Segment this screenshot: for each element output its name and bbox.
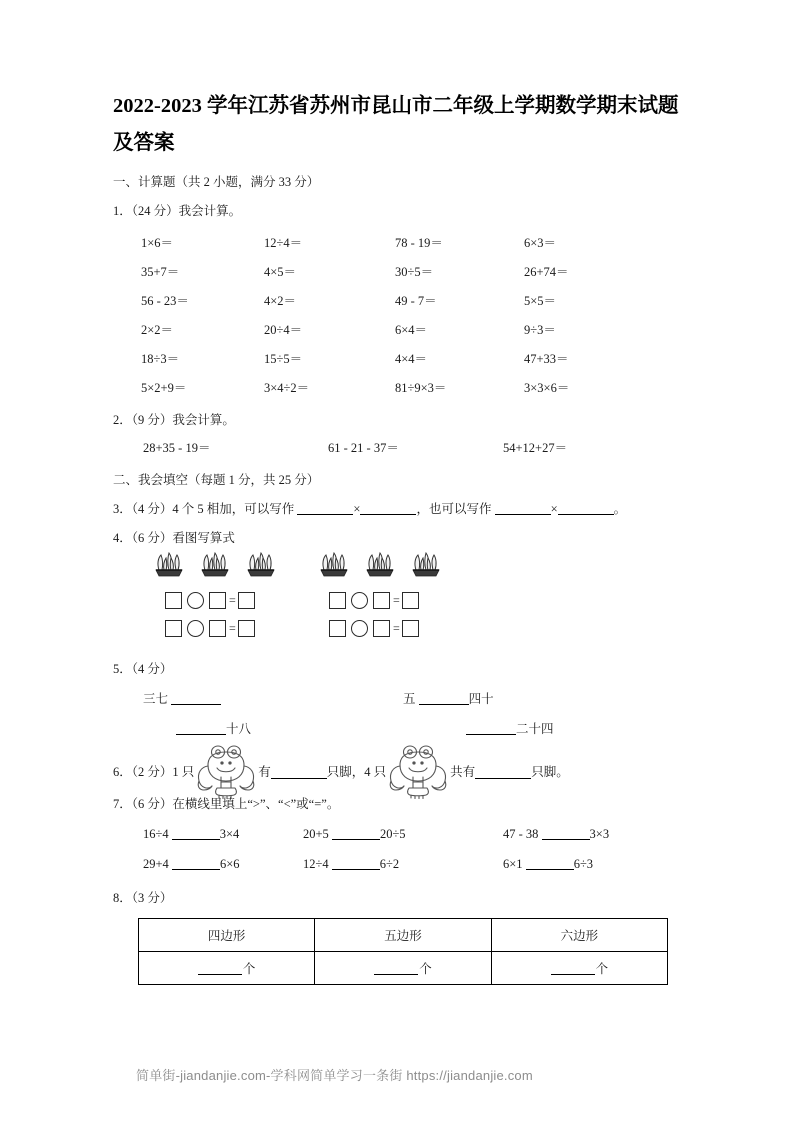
flower-basket-icon [410, 552, 442, 578]
q5-left-item [113, 719, 403, 737]
question-5-grid [113, 683, 693, 743]
answer-blank[interactable] [198, 962, 242, 975]
calc-item: 4×5＝ [264, 264, 297, 279]
answer-blank[interactable] [271, 766, 327, 779]
calc-item: 78 - 19＝ [395, 235, 443, 250]
calc-item: 12÷4＝ [264, 235, 303, 250]
answer-box[interactable] [209, 620, 226, 637]
calc-item: 30÷5＝ [395, 264, 434, 279]
question-1-grid [113, 227, 693, 401]
page-footer: 简单街-jiandanjie.com-学科网简单学习一条街 https://jiandanjie.com [136, 1068, 533, 1083]
compare-row [113, 849, 693, 879]
unit-label: 个 [242, 962, 256, 976]
answer-blank[interactable] [297, 502, 353, 515]
flower-group-left [153, 552, 291, 578]
equation-row [329, 586, 419, 614]
calc-item: 9÷3＝ [524, 322, 556, 337]
equation-boxes-left [165, 586, 255, 642]
calc-item: 20÷4＝ [264, 322, 303, 337]
calc-row [113, 256, 693, 285]
compare-left: 16÷4 [143, 826, 169, 841]
multiply-symbol: × [550, 502, 558, 516]
answer-box[interactable] [373, 592, 390, 609]
answer-blank[interactable] [466, 722, 516, 735]
compare-right: 6÷2 [379, 856, 400, 871]
table-row [139, 952, 668, 985]
question-8-label: 8．（3 分） [113, 891, 173, 905]
calc-row [113, 227, 693, 256]
question-4-figure [143, 552, 473, 650]
calc-item: 4×4＝ [395, 351, 428, 366]
compare-left: 20+5 [303, 826, 329, 841]
operator-circle[interactable] [351, 620, 368, 637]
question-2-label: 2．（9 分）我会计算。 [113, 413, 235, 427]
calc-item: 61 - 21 - 37＝ [328, 441, 399, 455]
compare-left: 12÷4 [303, 856, 329, 871]
answer-box[interactable] [329, 620, 346, 637]
answer-box[interactable] [209, 592, 226, 609]
unit-label: 个 [595, 962, 609, 976]
q5-prefix: 三七 [143, 692, 169, 706]
compare-right: 6÷3 [573, 856, 594, 871]
compare-left: 47 - 38 [503, 826, 539, 841]
frog-icon [195, 743, 257, 799]
equals-sign: = [229, 620, 236, 635]
answer-blank[interactable] [495, 502, 551, 515]
flower-basket-icon [318, 552, 350, 578]
compare-right: 3×3 [589, 826, 610, 841]
page-title: 2022-2023 学年江苏省苏州市昆山市二年级上学期数学期末试题及答案 [113, 95, 679, 154]
answer-blank[interactable] [176, 722, 226, 735]
question-3-prefix: 3．（4 分）4 个 5 相加，可以写作 [113, 502, 295, 516]
calc-item: 5×5＝ [524, 293, 557, 308]
calc-item: 2×2＝ [141, 322, 174, 337]
answer-blank[interactable] [332, 857, 380, 870]
q5-right-item [403, 689, 693, 707]
multiply-symbol: × [353, 502, 361, 516]
compare-left: 6×1 [503, 856, 523, 871]
table-header-cell: 四边形 [139, 919, 315, 952]
answer-blank[interactable] [171, 692, 221, 705]
answer-blank[interactable] [551, 962, 595, 975]
q6-part4: 共有 [450, 765, 476, 779]
calc-item: 4×2＝ [264, 293, 297, 308]
question-4-label: 4．（6 分）看图写算式 [113, 531, 235, 545]
flower-basket-icon [153, 552, 185, 578]
question-3-suffix: 。 [613, 502, 627, 516]
question-5-label: 5．（4 分） [113, 662, 173, 676]
answer-blank[interactable] [332, 827, 380, 840]
unit-label: 个 [419, 962, 432, 976]
calc-row [113, 372, 693, 401]
compare-item [488, 827, 673, 842]
q6-part3: 只脚，4 只 [326, 765, 387, 779]
answer-box[interactable] [329, 592, 346, 609]
question-7-grid [113, 819, 693, 879]
equation-row [165, 586, 255, 614]
answer-blank[interactable] [475, 766, 531, 779]
table-header-cell: 六边形 [491, 919, 667, 952]
section-heading-2: 二、我会填空（每题 1 分，共 25 分） [113, 473, 320, 487]
calc-item: 18÷3＝ [141, 351, 180, 366]
calc-item: 35+7＝ [141, 264, 180, 279]
compare-right: 6×6 [219, 856, 240, 871]
answer-blank[interactable] [172, 857, 220, 870]
compare-item [113, 857, 303, 872]
q5-left-item [113, 689, 403, 707]
flower-basket-icon [364, 552, 396, 578]
calc-item: 3×3×6＝ [524, 380, 570, 395]
equation-row [165, 614, 255, 642]
calc-item: 81÷9×3＝ [395, 380, 447, 395]
section-heading-1: 一、计算题（共 2 小题，满分 33 分） [113, 175, 320, 189]
answer-blank[interactable] [542, 827, 590, 840]
answer-blank[interactable] [172, 827, 220, 840]
table-cell [139, 952, 315, 985]
q6-part1: 6．（2 分）1 只 [113, 765, 195, 779]
calc-item: 6×4＝ [395, 322, 428, 337]
calc-item: 6×3＝ [524, 235, 557, 250]
answer-box[interactable] [238, 592, 255, 609]
calc-item: 56 - 23＝ [141, 293, 189, 308]
q5-prefix: 五 [403, 692, 416, 706]
q5-suffix: 十八 [226, 722, 252, 736]
question-2-row [113, 434, 693, 460]
question-3-middle: ，也可以写作 [416, 502, 492, 516]
question-6-label [113, 759, 693, 785]
q5-suffix: 二十四 [516, 722, 554, 736]
answer-box[interactable] [373, 620, 390, 637]
operator-circle[interactable] [187, 592, 204, 609]
table-header-cell: 五边形 [315, 919, 491, 952]
compare-right: 3×4 [219, 826, 240, 841]
flower-basket-icon [199, 552, 231, 578]
compare-item [113, 827, 303, 842]
compare-left: 29+4 [143, 856, 169, 871]
compare-item [303, 857, 488, 872]
answer-box[interactable] [402, 620, 419, 637]
calc-item: 49 - 7＝ [395, 293, 437, 308]
q5-row [113, 713, 693, 743]
question-3-label [113, 499, 693, 519]
answer-box[interactable] [165, 592, 182, 609]
compare-right: 20÷5 [379, 826, 406, 841]
equals-sign: = [229, 592, 236, 607]
calc-item: 5×2+9＝ [141, 380, 187, 395]
answer-blank[interactable] [526, 857, 574, 870]
shape-count-table [138, 918, 668, 985]
q5-right-item [403, 719, 693, 737]
calc-item: 3×4÷2＝ [264, 380, 310, 395]
answer-blank[interactable] [419, 692, 469, 705]
table-cell [315, 952, 491, 985]
q6-part5: 只脚。 [531, 765, 569, 779]
q5-suffix: 四十 [468, 692, 494, 706]
answer-box[interactable] [238, 620, 255, 637]
compare-row [113, 819, 693, 849]
equation-boxes-right [329, 586, 419, 642]
calc-item: 15÷5＝ [264, 351, 303, 366]
compare-item [488, 857, 673, 872]
flower-group-right [318, 552, 456, 578]
equals-sign: = [393, 592, 400, 607]
compare-item [303, 827, 488, 842]
calc-row [113, 343, 693, 372]
calc-row [113, 285, 693, 314]
table-cell [491, 952, 667, 985]
q5-row [113, 683, 693, 713]
flower-basket-icon [245, 552, 277, 578]
question-7-label: 7．（6 分）在横线里填上“>”、“<”或“=”。 [113, 797, 340, 811]
table-header-row [139, 919, 668, 952]
answer-box[interactable] [402, 592, 419, 609]
equals-sign: = [393, 620, 400, 635]
answer-blank[interactable] [374, 962, 418, 975]
calc-item: 1×6＝ [141, 235, 174, 250]
calc-item: 28+35 - 19＝ [143, 441, 211, 455]
page-content [113, 88, 693, 985]
operator-circle[interactable] [351, 592, 368, 609]
answer-blank[interactable] [360, 502, 416, 515]
calc-item: 47+33＝ [524, 351, 569, 366]
question-1-label: 1．（24 分）我会计算。 [113, 204, 242, 218]
answer-box[interactable] [165, 620, 182, 637]
equation-row [329, 614, 419, 642]
answer-blank[interactable] [558, 502, 614, 515]
calc-item: 54+12+27＝ [503, 441, 568, 455]
frog-icon [387, 743, 449, 799]
calc-item: 26+74＝ [524, 264, 569, 279]
q6-part2: 有 [258, 765, 271, 779]
calc-row [113, 314, 693, 343]
operator-circle[interactable] [187, 620, 204, 637]
